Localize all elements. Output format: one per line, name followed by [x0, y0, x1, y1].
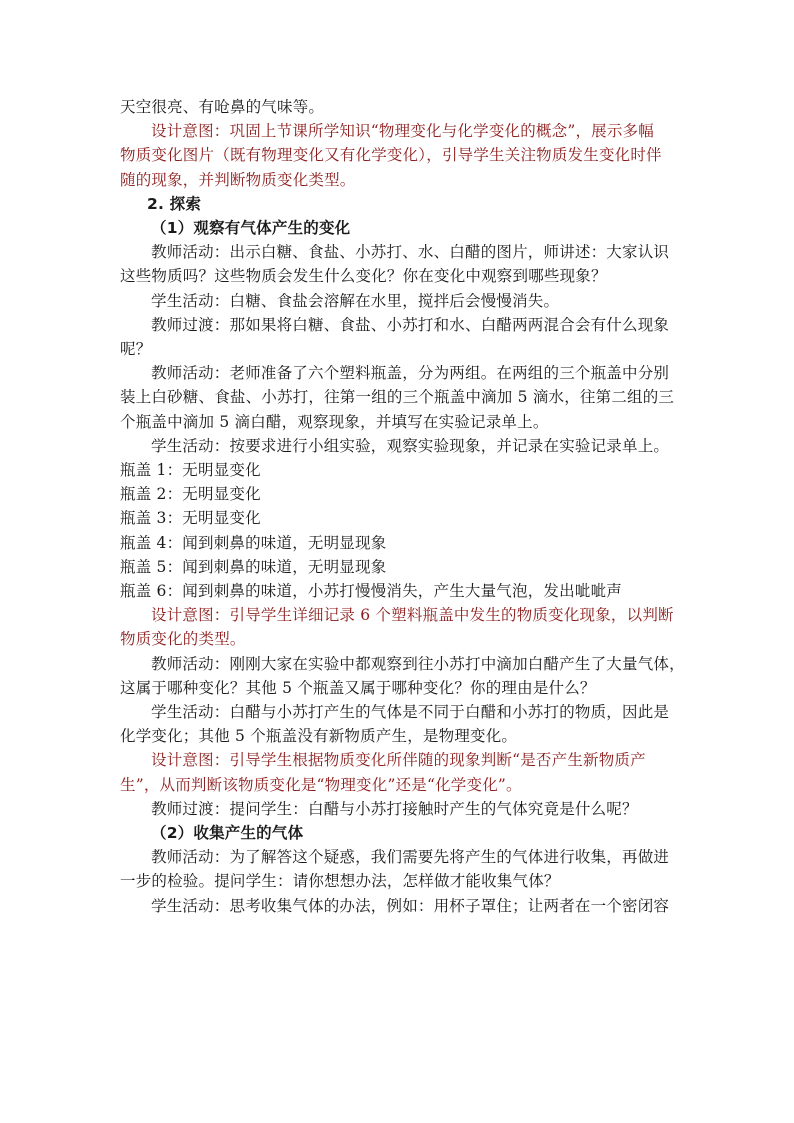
design-intent-line: 随的现象，并判断物质变化类型。 — [120, 170, 356, 189]
text-line: 化学变化；其他 5 个瓶盖没有新物质产生，是物理变化。 — [120, 727, 518, 746]
text-line: 学生活动：按要求进行小组实验，观察实验现象，并记录在实验记录单上。 — [151, 436, 670, 455]
text-line: 一步的检验。提问学生：请你想想办法，怎样做才能收集气体？ — [120, 872, 560, 891]
design-intent-line: 设计意图：引导学生根据物质变化所伴随的现象判断“是否产生新物质产 — [151, 751, 646, 770]
text-line: 教师过渡：那如果将白糖、食盐、小苏打和水、白醋两两混合会有什么现象 — [151, 315, 670, 334]
text-line: 这些物质吗？这些物质会发生什么变化？你在变化中观察到哪些现象？ — [120, 267, 607, 286]
text-line: 瓶盖 5：闻到刺鼻的味道，无明显现象 — [120, 557, 387, 576]
text-line: 呢？ — [120, 340, 152, 358]
section-heading: （2）收集产生的气体 — [151, 824, 304, 842]
section-heading: 2. 探索 — [147, 194, 202, 213]
design-intent-line: 设计意图：引导学生详细记录 6 个塑料瓶盖中发生的物质变化现象，以判断 — [151, 606, 674, 625]
text-line: 瓶盖 3：无明显变化 — [120, 509, 261, 528]
text-line: 教师活动：出示白糖、食盐、小苏打、水、白醋的图片，师讲述：大家认识 — [151, 243, 670, 262]
design-intent-line: 生”，从而判断该物质变化是“物理变化”还是“化学变化”。 — [120, 775, 522, 794]
text-line: 天空很亮、有呛鼻的气味等。 — [120, 98, 325, 116]
text-line: 瓶盖 6：闻到刺鼻的味道，小苏打慢慢消失，产生大量气泡，发出呲呲声 — [120, 582, 622, 600]
text-line: 装上白砂糖、食盐、小苏打，往第一组的三个瓶盖中滴加 5 滴水，往第二组的三 — [120, 388, 675, 407]
text-line: 学生活动：白糖、食盐会溶解在水里，搅拌后会慢慢消失。 — [151, 291, 560, 310]
text-line: 瓶盖 2：无明显变化 — [120, 485, 261, 504]
text-line: 教师活动：刚刚大家在实验中都观察到往小苏打中滴加白醋产生了大量气体， — [151, 654, 685, 673]
text-line: 这属于哪种变化？其他 5 个瓶盖又属于哪种变化？你的理由是什么？ — [120, 678, 596, 697]
design-intent-line: 物质变化的类型。 — [120, 630, 246, 649]
text-line: 瓶盖 4：闻到刺鼻的味道，无明显现象 — [120, 533, 387, 552]
text-line: 教师活动：为了解答这个疑惑，我们需要先将产生的气体进行收集，再做进 — [151, 848, 670, 867]
text-line: 瓶盖 1：无明显变化 — [120, 461, 261, 479]
text-line: 教师活动：老师准备了六个塑料瓶盖，分为两组。在两组的三个瓶盖中分别 — [151, 364, 670, 383]
text-line: 教师过渡：提问学生：白醋与小苏打接触时产生的气体究竟是什么呢？ — [151, 799, 638, 818]
design-intent-line: 设计意图：巩固上节课所学知识“物理变化与化学变化的概念”，展示多幅 — [151, 122, 654, 141]
text-line: 个瓶盖中滴加 5 滴白醋，观察现象，并填写在实验记录单上。 — [120, 412, 549, 431]
section-heading: （1）观察有气体产生的变化 — [151, 219, 351, 237]
text-line: 学生活动：白醋与小苏打产生的气体是不同于白醋和小苏打的物质，因此是 — [151, 703, 670, 721]
design-intent-line: 物质变化图片（既有物理变化又有化学变化），引导学生关注物质发生变化时伴 — [120, 146, 662, 165]
text-line: 学生活动：思考收集气体的办法，例如：用杯子罩住；让两者在一个密闭容 — [151, 896, 670, 915]
